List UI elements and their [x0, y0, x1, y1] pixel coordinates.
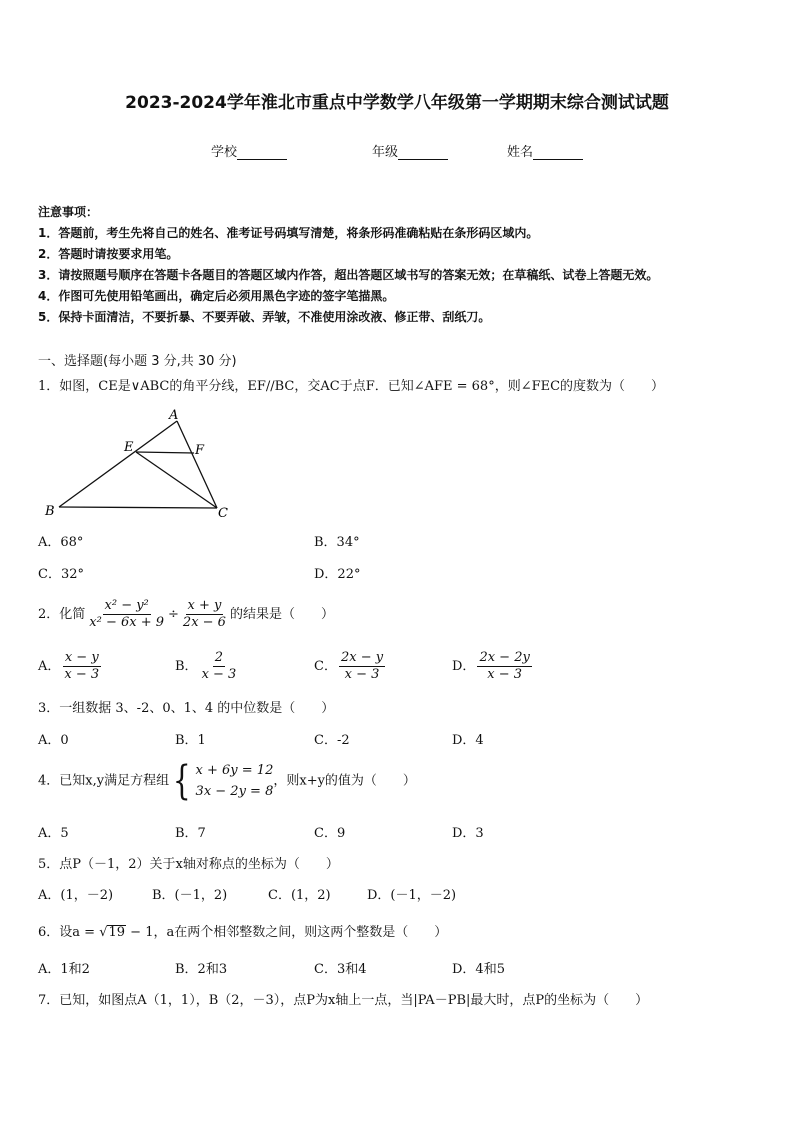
- q2-prefix: 2．化简: [38, 607, 86, 622]
- q4-suffix: ，则x+y的值为（ ）: [273, 773, 416, 789]
- numerator: 2x − 2y: [479, 650, 530, 665]
- q4-equation-system: [169, 760, 273, 802]
- q2-frac1-numerator: x² − y²: [104, 598, 149, 613]
- notice-item: 3．请按照题号顺序在答题卡各题目的答题区域内作答，超出答题区域书写的答案无效；在草稿纸、试卷上答题无效。: [38, 268, 659, 282]
- q3-option-b[interactable]: B．1: [175, 733, 206, 748]
- label-b: B: [45, 504, 55, 519]
- question-2-stem: [38, 598, 334, 631]
- notice-item: 1．答题前，考生先将自己的姓名、准考证号码填写清楚，将条形码准确粘贴在条形码区域内。: [38, 226, 539, 240]
- numerator: x − y: [64, 650, 99, 665]
- q2-option-d[interactable]: [452, 650, 534, 683]
- notice-item: 4．作图可先使用铅笔画出，确定后必须用黑色字迹的签字笔描黑。: [38, 289, 395, 303]
- q1-option-c[interactable]: C．32°: [38, 567, 84, 582]
- q4-prefix: 4．已知x,y满足方程组: [38, 773, 170, 789]
- q4-option-c[interactable]: C．9: [314, 826, 346, 841]
- q4-option-b[interactable]: B．7: [175, 826, 206, 841]
- question-5-stem: 5．点P（－1，2）关于x轴对称点的坐标为（ ）: [38, 857, 339, 872]
- option-label: D．: [452, 659, 476, 674]
- q3-option-a[interactable]: A．0: [38, 733, 69, 748]
- q2-option-b[interactable]: [175, 650, 240, 683]
- q6-rest: − 1，a在两个相邻整数之间，则这两个整数是（ ）: [130, 925, 448, 940]
- q2-option-c[interactable]: [314, 650, 387, 683]
- q2-divide-sign: ÷: [168, 607, 179, 622]
- grade-field[interactable]: [372, 141, 448, 160]
- q2-frac2-numerator: x + y: [187, 598, 222, 613]
- school-label: 学校: [211, 145, 238, 160]
- section-heading: 一、选择题(每小题 3 分,共 30 分): [38, 354, 237, 369]
- q6-option-d[interactable]: D．4和5: [452, 962, 505, 977]
- option-fraction: [62, 650, 101, 683]
- q2-fraction-2: [181, 598, 228, 631]
- question-1-stem: 1．如图，CE是∨ABC的角平分线，EF//BC，交AC于点F．已知∠AFE = 68°，则∠FEC的度数为（ ）: [38, 379, 665, 394]
- name-field[interactable]: [507, 141, 583, 160]
- numerator: 2: [214, 650, 224, 665]
- q6-prefix: 6．设a =: [38, 925, 96, 940]
- side-ba: [59, 421, 177, 507]
- q2-frac2-denominator: 2x − 6: [182, 615, 226, 630]
- notice-item: 2．答题时请按要求用笔。: [38, 247, 179, 261]
- school-field[interactable]: [211, 141, 287, 160]
- label-e: E: [124, 440, 134, 455]
- q1-option-a[interactable]: A．68°: [38, 535, 84, 550]
- sqrt-icon: √: [99, 925, 108, 940]
- q4-equation-2: 3x − 2y = 8: [195, 784, 274, 799]
- q3-option-c[interactable]: C．-2: [314, 733, 350, 748]
- q6-radicand: 19: [108, 925, 126, 940]
- q2-fraction-1: [87, 598, 166, 631]
- q2-suffix: 的结果是（ ）: [229, 607, 334, 622]
- notice-item: 5．保持卡面清洁，不要折暴、不要弄破、弄皱，不准使用涂改液、修正带、刮纸刀。: [38, 310, 491, 324]
- name-blank[interactable]: [533, 145, 583, 160]
- denominator: x − 3: [344, 667, 380, 682]
- notice-heading: 注意事项：: [38, 205, 99, 219]
- q1-option-d[interactable]: D．22°: [314, 567, 361, 582]
- q6-option-b[interactable]: B．2和3: [175, 962, 228, 977]
- label-a: A: [169, 408, 179, 423]
- q5-option-d[interactable]: D．(－1，－2): [367, 888, 457, 903]
- segment-ce: [136, 452, 217, 508]
- denominator: x − 3: [64, 667, 100, 682]
- grade-blank[interactable]: [398, 145, 448, 160]
- q4-option-a[interactable]: A．5: [38, 826, 69, 841]
- q1-option-b[interactable]: B．34°: [314, 535, 360, 550]
- q3-option-d[interactable]: D．4: [452, 733, 484, 748]
- label-f: F: [195, 443, 205, 458]
- q4-option-d[interactable]: D．3: [452, 826, 484, 841]
- school-blank[interactable]: [237, 145, 287, 160]
- label-c: C: [218, 506, 228, 521]
- option-fraction: [339, 650, 385, 683]
- q5-option-c[interactable]: C．(1，2): [268, 888, 331, 903]
- option-label: B．: [175, 659, 198, 674]
- numerator: 2x − y: [340, 650, 384, 665]
- question-7-stem: 7．已知，如图点A（1，1），B（2，－3），点P为x轴上一点，当|PA－PB|最大时，点P的坐标为（ ）: [38, 993, 649, 1008]
- question-4-stem: [38, 760, 416, 802]
- option-fraction: [200, 650, 239, 683]
- side-bc: [59, 507, 217, 508]
- option-label: A．: [38, 659, 61, 674]
- q5-option-b[interactable]: B．(－1，2): [152, 888, 228, 903]
- q4-equation-1: x + 6y = 12: [195, 763, 274, 778]
- denominator: x − 3: [201, 667, 237, 682]
- triangle-figure: [40, 404, 240, 522]
- q2-frac1-denominator: x² − 6x + 9: [89, 615, 165, 630]
- name-label: 姓名: [507, 145, 534, 160]
- q5-option-a[interactable]: A．(1，－2): [38, 888, 114, 903]
- q6-option-c[interactable]: C．3和4: [314, 962, 367, 977]
- q6-option-a[interactable]: A．1和2: [38, 962, 90, 977]
- segment-ef: [136, 452, 194, 453]
- denominator: x − 3: [487, 667, 522, 682]
- brace-icon: {: [172, 758, 191, 804]
- option-label: C．: [314, 659, 337, 674]
- grade-label: 年级: [372, 145, 399, 160]
- page-title: 2023-2024学年淮北市重点中学数学八年级第一学期期末综合测试试题: [125, 93, 669, 113]
- option-fraction: [477, 650, 531, 683]
- question-6-stem: [38, 921, 447, 940]
- q2-option-a[interactable]: [38, 650, 103, 683]
- question-3-stem: 3．一组数据 3、-2、0、1、4 的中位数是（ ）: [38, 701, 335, 716]
